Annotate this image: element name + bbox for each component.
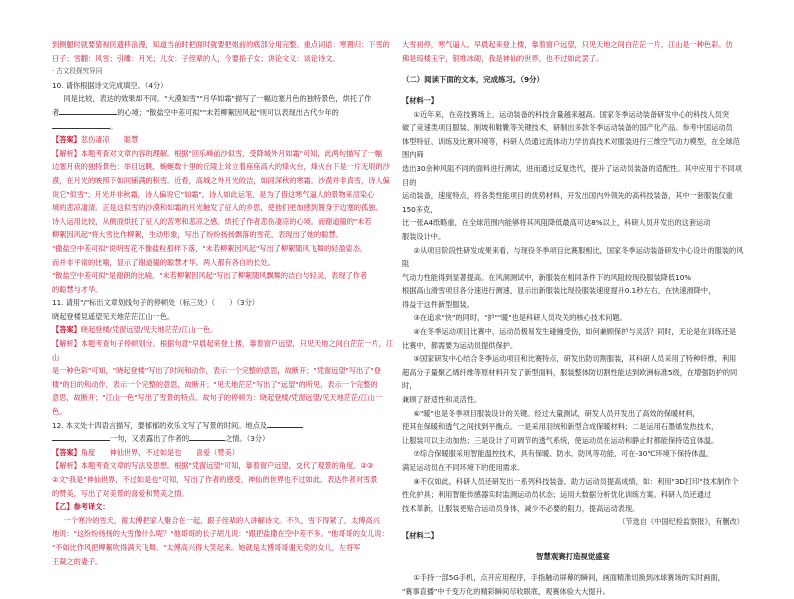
question-12-1: 12. 本文处十四语言描写，要郁郁的欢乐文写了写景的时间。地点及 xyxy=(52,419,394,433)
material-one-p4-1: ④在冬季运动项目比赛中，运动员极易发生碰撞受伤，如何兼顾保护与灵活？同时，无论是在训练还是 xyxy=(413,327,737,337)
explanation-12-1: 【解析】本题考查文章的写法及思想。根据"凭窗远望"可知，靠着窗户远望，交代了观景的角度。②③ xyxy=(52,461,374,471)
explanation-11-2: 是一种色彩"可知，"晓起登楼"写出了时间和动作，表示一个完整的意思，故断开；"凭窗远望"写出了"登 xyxy=(52,366,381,376)
right-column xyxy=(402,38,744,599)
reference-translation-title: 【乙】参考译文： xyxy=(52,502,110,512)
material-one-p5-1: ⑧不仅如此，科研人员还研发出一系列科技装备，助力运动员提高成绩，如：利用"3D打印"技术制作个 xyxy=(413,476,739,486)
material-one-label: 【材料一】 xyxy=(402,95,438,105)
material-one-p1-5: 运动装备，速度特点，将各类性能项目的优势材料，开发出国内外领先的高科技装备，其中一套服装仅重150多克， xyxy=(402,191,733,214)
question-12-2: 一句，又表露出了作者的 之情。（3分） xyxy=(52,432,394,446)
reference-translation-1: 一个寒冷的雪天，谢太傅把家人聚合在一起，跟子侄辈的人讲解诗文。不久，雪下得紧了，太傅高兴 xyxy=(63,515,380,525)
question-10-text-3: 。 xyxy=(52,120,394,134)
material-one-p1-3: 体型特征、训练及比赛环境等，科研人员通过流体动力学仿真技术对服装进行三维空气动力模型，在全球范围内筛 xyxy=(402,136,740,160)
explanation-10-7: 柳絮因风起"将大雪比作柳絮，生动形象，写出了纷纷扬扬飘落的雪花，表现出了她的聪慧。 xyxy=(52,230,343,240)
question-11: 11. 请用"/"标出文章划线句子的停顿处（标三处）（ ）（3分） xyxy=(52,298,259,308)
material-one-p2-3: 根据高山滑雪项目各分速进行测速，显示出新服装比现役服装速度提升0.1秒左右，在快速滑降中， xyxy=(402,286,716,296)
material-one-p1-7: 服装设计中。 xyxy=(402,231,446,241)
explanation-10-11: 的聪慧与才华。 xyxy=(52,284,103,294)
material-one-p5-3: 技术革新，让服装更贴合运动员身体，减少不必要的阻力，提高运动表现。 xyxy=(402,503,640,513)
intro-line-2: 日子；雪翻：风雪；引雕：月光；儿女：子侄辈的人，今要指子女；讲论文义：谈论诗文。 xyxy=(52,53,340,63)
material-one-p4-8: 让服装可以主动加热；三是设计了可调节的透气系统，使运动员在运动和静止时都能保持适宜体温。 xyxy=(402,435,719,445)
material-one-p4-3: ⑤国家研发中心结合冬季运动项目和比赛特点，研发出防切割服装，其科研人员采用了特种纤维，利用 xyxy=(413,354,737,364)
answer-blank[interactable] xyxy=(267,419,303,428)
reference-translation-4: 王凝之的妻子。 xyxy=(52,556,103,566)
material-one-p1-1: ①近年来，在竞技赛场上，运动装备的科技含量越来越高。国家冬季运动装备研发中心的科技人员突 xyxy=(413,109,730,119)
material-one-p2-1: ②从项目阶段性研发成果来看，与现役冬季项目比赛服相比，国家冬季运动装备研发中心设计的服装的风阻 xyxy=(402,245,744,269)
answer-blank[interactable] xyxy=(52,120,110,129)
explanation-10-4: 说它"似雪"；月光并非秋霜，诗人偏说它"如霜"，诗人如此运笔，是为了借这寒气逼人的景物来渲染心 xyxy=(52,189,375,199)
material-one-p1-2: 破了竞速类项目服装、制坡和鞋靴等关键技术，研制出多款冬季运动装备的国产化产品。参考中国运动员 xyxy=(402,123,733,133)
section-note: · 古文段探究异同 xyxy=(52,67,103,76)
material-two-title: 智慧观赛打造视觉盛宴 xyxy=(536,551,610,561)
section-two-title: （二）阅读下面的文本，完成练习。（9分） xyxy=(402,74,544,84)
reference-translation-3: "不如比作风把柳絮吹得满天飞舞。"太傅高兴得大笑起来。她就是太傅哥哥谢无奕的女儿，左将军 xyxy=(52,542,361,552)
translation-cont-1: 大雪初停，寒气逼人。早晨起来登上楼，靠着窗户远望，只见天地之间白茫茫一片，江山是一种色彩。仿 xyxy=(402,40,733,49)
explanation-10-8: "撒盐空中差可拟"说明雪花不像盐粒那样下落，"未若柳絮因风起"写出了柳絮随风飞舞的轻盈姿态， xyxy=(52,243,368,253)
question-10-text-1: 同是比较，表达的效果却不同。"大漠如雪""月华如霜"描写了一幅边塞月色的独特景色，烘托了作 xyxy=(63,94,372,104)
explanation-10-3: 漠，在月光的映照下如同铺满的积雪。近看，高城之外月光皎洁，如同深秋的寒霜。沙漠并非真雪，诗人偏 xyxy=(52,175,390,185)
answer-10: 【答案】悲伤凄凉 聪慧 xyxy=(52,135,139,145)
explanation-11-3: 楼"的目的和动作，表示一个完整的意思，故断开；"见天地茫茫"写出了"远望"的所见，表示一个完整的 xyxy=(52,379,378,389)
explanation-11-1: 【解析】本题考查句子停顿划分。根据句意"早晨起来登上楼，靠着窗户远望，只见天地之间白茫茫一片，江山 xyxy=(52,339,394,362)
explanation-10-1: 【解析】本题考查对文章内容的理解。根据"回乐峰前沙似雪，受降城外月如霜"可知，此两句描写了一幅 xyxy=(52,148,383,158)
question-11-sentence: 晓起登楼見遥望见天地茫茫江山一色。 xyxy=(52,311,175,321)
source-citation: （节选自《中国纪检监察报》，有删改） xyxy=(618,517,744,527)
explanation-10-6: 诗人运用比较，从侧面烘托了征人的苦寒和悲凉之感。烘托了作者悲伤凄凉的心境。而谢道韫的"未若 xyxy=(52,216,372,226)
material-one-p4-6: ⑥"暖"也是冬季项目服装设计的关键。经过大量测试，研发人员开发出了高效的保暖材料， xyxy=(413,408,700,418)
answer-blank[interactable] xyxy=(52,432,110,441)
translation-cont-2: 佛是琼楼玉宇，银堆冰砌，我是神仙的世界，也不过如此罢了。 xyxy=(402,53,604,63)
material-one-p4-2: 比赛中，都需要为运动员提供保护。 xyxy=(402,340,518,350)
explanation-10-10: "散盐空中差可拟"是谢朗的比喻，"未若柳絮因风起"写出了柳絮随风飘舞的洁白与轻灵，表现了作者 xyxy=(52,271,368,281)
question-10: 10. 请你根据诗文完成填空。（4分） xyxy=(52,80,168,90)
answer-12: 【答案】角度 神仙世界，不过如是也 喜爱（赞美） xyxy=(52,447,239,457)
material-one-p1-4: 选出30余种风阻不同的面料进行测试，进而通过反复迭代，提升了运动员装备的适配性。其中应用于不同项目的 xyxy=(402,163,742,187)
material-one-p1-6: 比一张A4纸略重，在全球范围内能够将其风阻降低最高可达8%以上，科研人员开发出的这套运动 xyxy=(402,218,711,228)
answer-blank[interactable] xyxy=(59,106,117,115)
explanation-10-2: 边塞月夜的独特景色：举目远眺，蜿蜒数十里的丘陵上耸立着座座高大的烽火台，烽火台下是一片无垠的沙 xyxy=(52,162,390,172)
material-one-p4-5: 兼顾了舒适性和灵活性。 xyxy=(402,395,482,405)
material-one-p2-2: 气动力性能得到显著提高。在风洞测试中，新服装在相同条件下的风阻较现役服装降低10% xyxy=(402,272,692,282)
explanation-10-5: 境的悲凉凄清。正是这似雪的沙漠和如霜的月光触发了征人的乡思，使他们更加感到置身于边塞的孤独。 xyxy=(52,203,383,213)
reference-translation-2: 地说："这纷纷扬扬的大雪像什么呢？"他哥哥的长子胡儿说："跟把盐撒在空中差不多。"他哥哥的女儿说： xyxy=(52,529,389,539)
material-one-p5-2: 性化护具；利用智能传感器实时监测运动员状态；运用大数据分析优化训练方案。科研人员还通过 xyxy=(402,490,712,500)
answer-11: 【答案】晓起登楼/凭窗远望/见天地茫茫/江山一色。 xyxy=(52,325,218,335)
explanation-12-3: 的赞美。写出了对美景的喜爱和赞美之情。 xyxy=(52,488,189,498)
answer-blank[interactable] xyxy=(189,432,225,441)
material-one-p4-7: 使其在保暖和透气之间找到平衡点。一是采用羽绒和新型合成保暖材料；二是运用石墨烯发热技术， xyxy=(402,422,719,432)
material-one-p4-10: 满足运动员在不同环境下的使用需求。 xyxy=(402,463,525,472)
material-two-p1-1: ①手持一部5G手机，点开应用程序，手指触动屏幕的瞬间，画面精准切换到冰球赛场的实时画面， xyxy=(413,573,725,583)
material-one-p3-1: ③在追求"快"的同时，"护""暖"也是科研人员攻关的核心技术问题。 xyxy=(413,313,627,323)
question-10-text-2: 者 的心境；"散盐空中差可拟""未若柳絮因风起"则可以表现出古代少年的 xyxy=(52,107,339,117)
explanation-10-9: 而并非平常的比喻，显示了谢道韫的聪慧才华。两人都有各自的长处。 xyxy=(52,257,275,267)
material-two-p1-2: "赛事直播"中千变万化的精彩瞬间尽收眼底，观赛体验大大提升。 xyxy=(402,586,610,596)
explanation-11-4: 意思，故断开；"江山一色"写出了雪景的特点。故句子的停顿为：晓起登楼/凭窗远望/见天地茫茫/江山一色。 xyxy=(52,393,383,417)
material-one-p4-9: ⑦综合保暖服采用智能温控技术，具有保暖、防水、防风等功能，可在-30℃环境下保持体温， xyxy=(413,449,713,459)
material-two-label: 【材料二】 xyxy=(402,530,438,540)
material-one-p2-4: 得益于这件新型服装。 xyxy=(402,299,474,309)
left-column xyxy=(52,38,394,568)
intro-line-1: 到侧腿时就要猜视民遗移浪漫，知道当前时把面时就要把姐前的底部分用完整。重点词语：寒置归：下雪的 xyxy=(52,40,390,49)
material-one-p4-4: 超高分子量聚乙烯纤维等原材料开发了新型面料，服装整体防切割性能达到欧洲标准5级，在增强防护的同时， xyxy=(402,367,738,391)
explanation-12-2: ②文"我是"神仙世界，不过如是也"可知，写出了作者的感受，神仙的世界也不过如此。表达作者对雪景 xyxy=(52,475,378,484)
